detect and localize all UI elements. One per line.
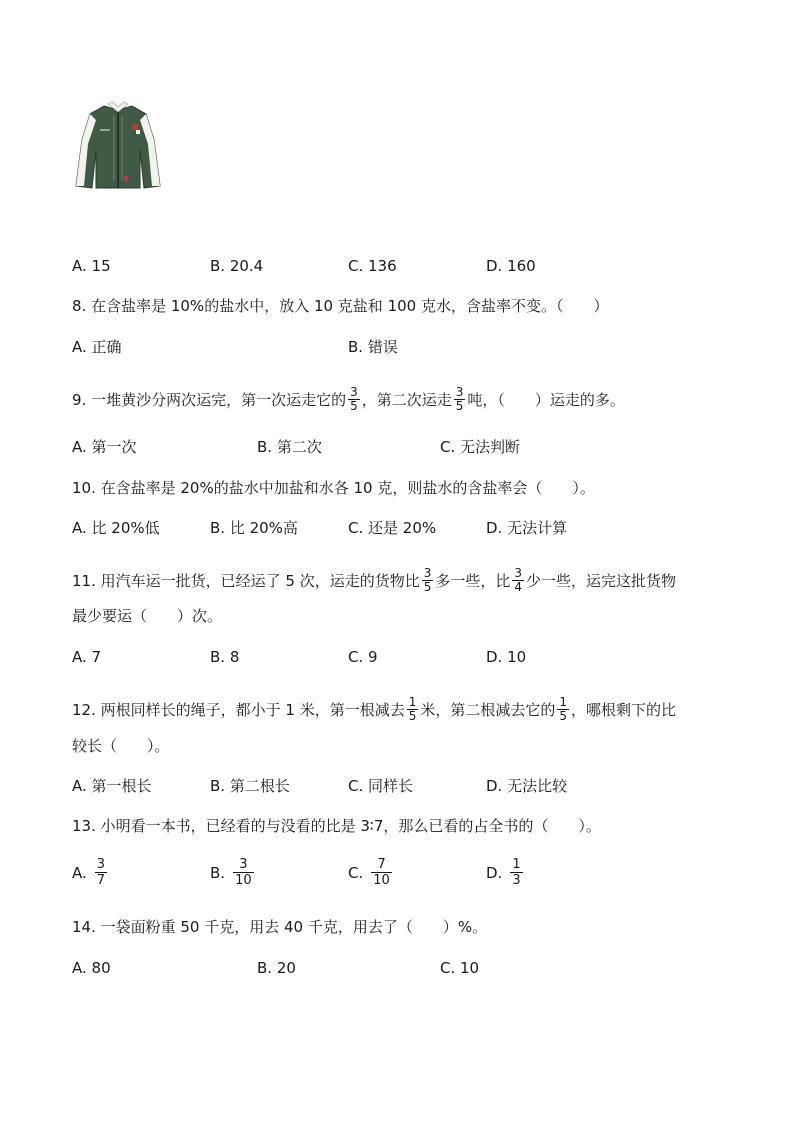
q11-fraction-1: $\frac{3}{5}$ [423, 566, 432, 594]
q14-option-a[interactable]: A. 80 [72, 959, 111, 977]
jacket-image [74, 100, 162, 190]
q8-option-a[interactable]: A. 正确 [72, 338, 122, 356]
q7-option-c[interactable]: C. 136 [348, 257, 397, 275]
q13-option-d-label: D. [486, 864, 503, 882]
q13-question: 13. 小明看一本书，已经看的与没看的比是 3∶7，那么已看的占全书的（ ）。 [72, 817, 601, 835]
q10-question: 10. 在含盐率是 20%的盐水中加盐和水各 10 克，则盐水的含盐率会（ ）。 [72, 479, 595, 497]
q12-option-c[interactable]: C. 同样长 [348, 777, 414, 795]
q9-option-c[interactable]: C. 无法判断 [440, 438, 521, 456]
q11-option-a[interactable]: A. 7 [72, 648, 102, 666]
q13-option-c[interactable] [348, 858, 394, 889]
q14-option-c[interactable]: C. 10 [440, 959, 480, 977]
q13-option-a[interactable] [72, 858, 109, 889]
q12-text-2: 米，第二根减去它的 [420, 701, 556, 719]
q13-option-a-label: A. [72, 864, 87, 882]
q10-option-b[interactable]: B. 比 20%高 [210, 519, 298, 537]
q7-option-b[interactable]: B. 20.4 [210, 257, 264, 275]
q12-option-b[interactable]: B. 第二根长 [210, 777, 290, 795]
q8-option-b[interactable]: B. 错误 [348, 338, 398, 356]
q11-text-2: 多一些，比 [435, 572, 511, 590]
q14-question: 14. 一袋面粉重 50 千克，用去 40 千克，用去了（ ）%。 [72, 918, 488, 936]
q13-option-c-fraction: $\frac{7}{10}$ [373, 857, 390, 888]
q13-option-b-fraction: $\frac{3}{10}$ [235, 857, 252, 888]
q12-fraction-1: $\frac{1}{5}$ [408, 695, 417, 723]
q12-text-1: 12. 两根同样长的绳子，都小于 1 米，第一根减去 [72, 701, 405, 719]
q13-option-b[interactable] [210, 858, 256, 889]
q14-option-b[interactable]: B. 20 [257, 959, 296, 977]
q11-text-3: 少一些，运完这批货物 [526, 572, 677, 590]
q13-option-c-label: C. [348, 864, 364, 882]
q12-fraction-2: $\frac{1}{5}$ [559, 695, 568, 723]
q9-text-2: ，第二次运走 [361, 391, 452, 409]
q9-text-3: 吨，（ ）运走的多。 [467, 391, 625, 409]
q12-text-3: ，哪根剩下的比 [571, 701, 677, 719]
q11-fraction-2: $\frac{3}{4}$ [514, 566, 523, 594]
q9-question [72, 387, 625, 414]
q9-fraction-1: $\frac{3}{5}$ [350, 385, 358, 413]
q11-question-line2: 最少要运（ ）次。 [72, 607, 223, 625]
q12-option-d[interactable]: D. 无法比较 [486, 777, 568, 795]
q13-option-d[interactable] [486, 858, 525, 889]
q7-option-a[interactable]: A. 15 [72, 257, 111, 275]
q11-text-1: 11. 用汽车运一批货，已经运了 5 次，运走的货物比 [72, 572, 420, 590]
q9-option-b[interactable]: B. 第二次 [257, 438, 322, 456]
q9-text-1: 9. 一堆黄沙分两次运完，第一次运走它的 [72, 391, 347, 409]
q12-question-line2: 较长（ ）。 [72, 737, 170, 755]
q13-option-a-fraction: $\frac{3}{7}$ [96, 857, 106, 888]
q7-option-d[interactable]: D. 160 [486, 257, 536, 275]
q8-question: 8. 在含盐率是 10%的盐水中，放入 10 克盐和 100 克水，含盐率不变。（ ） [72, 297, 609, 315]
q11-option-d[interactable]: D. 10 [486, 648, 527, 666]
q12-option-a[interactable]: A. 第一根长 [72, 777, 152, 795]
q9-fraction-2: $\frac{3}{5}$ [455, 385, 464, 413]
q13-option-d-fraction: $\frac{1}{3}$ [512, 857, 521, 888]
q13-option-b-label: B. [210, 864, 226, 882]
q11-option-c[interactable]: C. 9 [348, 648, 378, 666]
q10-option-c[interactable]: C. 还是 20% [348, 519, 437, 537]
q10-option-a[interactable]: A. 比 20%低 [72, 519, 160, 537]
q11-question-line1 [72, 568, 676, 595]
q12-question-line1 [72, 697, 676, 724]
q9-option-a[interactable]: A. 第一次 [72, 438, 137, 456]
q11-option-b[interactable]: B. 8 [210, 648, 240, 666]
q10-option-d[interactable]: D. 无法计算 [486, 519, 568, 537]
